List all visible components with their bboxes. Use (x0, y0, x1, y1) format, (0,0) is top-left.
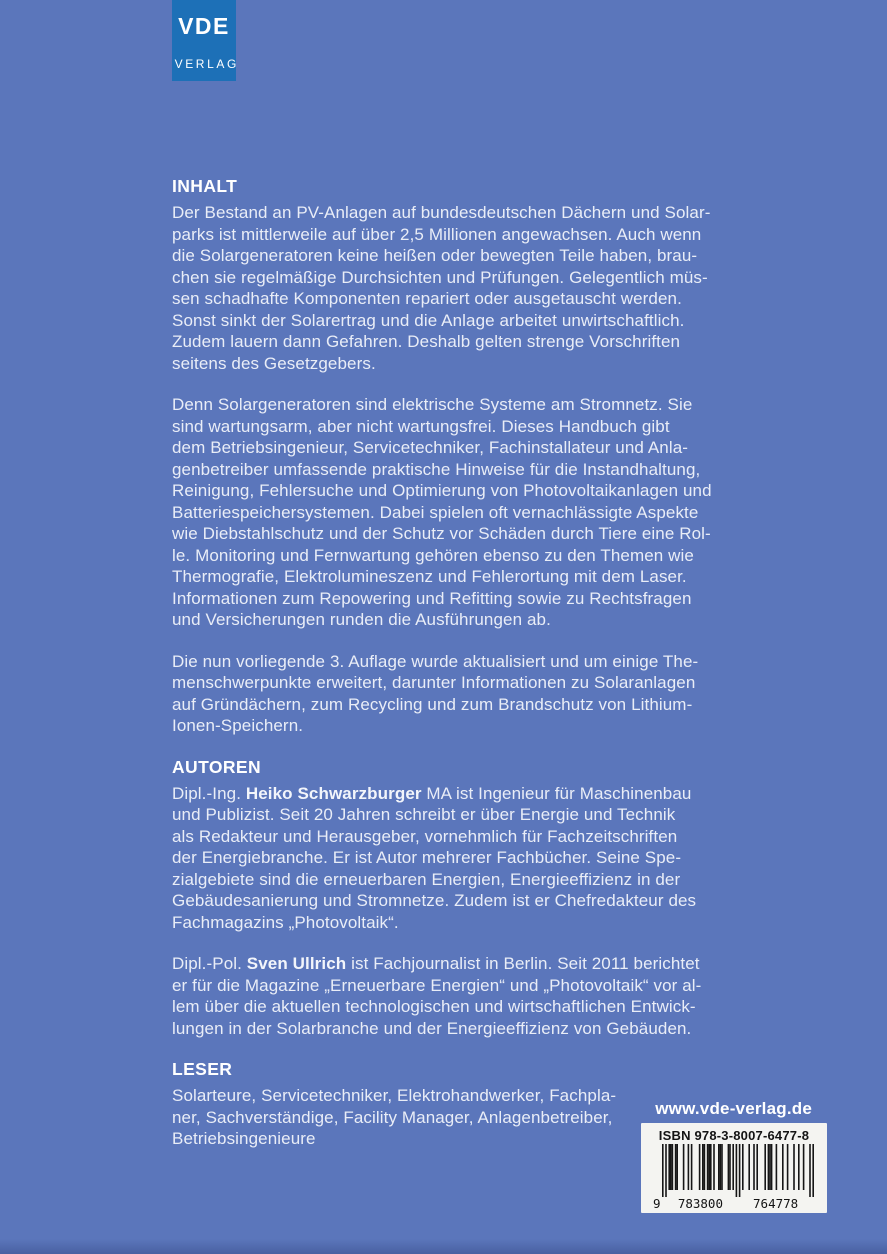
text-line: wie Diebstahlschutz und der Schutz vor Schäden durch Tiere eine Rol- (172, 524, 711, 543)
text-line: lungen in der Solarbranche und der Energieeffizienz von Gebäuden. (172, 1018, 692, 1038)
text-line: Thermografie, Elektrolumineszenz und Fehlerortung mit dem Laser. (172, 567, 687, 586)
text-line: Batteriespeichersystemen. Dabei spielen oft vernachlässigte Aspekte (172, 502, 699, 522)
paragraph (172, 953, 732, 1039)
text-line: zialgebiete sind die erneuerbaren Energien, Energieeffizienz in der (172, 869, 681, 889)
text-line: als Redakteur und Herausgeber, vornehmlich für Fachzeitschriften (172, 826, 678, 846)
text-line: parks ist mittlerweile auf über 2,5 Millionen angewachsen. Auch wenn (172, 224, 702, 244)
cover-text-column (172, 176, 732, 1170)
vde-verlag-logo (172, 0, 239, 81)
section-heading: INHALT (172, 176, 238, 196)
text-line: Fachmagazins „Photovoltaik“. (172, 912, 399, 932)
paragraph (172, 783, 732, 934)
text-line: auf Gründächern, zum Recycling und zum Brandschutz von Lithium- (172, 694, 693, 714)
text-line: Ionen-Speichern. (172, 716, 304, 735)
text-line: seitens des Gesetzgebers. (172, 353, 376, 373)
paragraph (172, 202, 732, 374)
text-line: Die nun vorliegende 3. Auflage wurde aktualisiert und um einige The- (172, 651, 699, 671)
text-line: dem Betriebsingenieur, Servicetechniker, Fachinstallateur und Anla- (172, 438, 689, 457)
text-line: Gebäudesanierung und Stromnetze. Zudem ist er Chefredakteur des (172, 891, 697, 910)
text-line: und Publizist. Seit 20 Jahren schreibt er über Energie und Technik (172, 805, 676, 824)
paragraph (172, 651, 732, 737)
text-line: und Versicherungen runden die Ausführungen ab. (172, 610, 551, 629)
bottom-edge-shadow (0, 1239, 887, 1254)
isbn-label: ISBN 978-3-8007-6477-8 (658, 1128, 810, 1143)
barcode-digits: 783800 (677, 1196, 723, 1211)
text-line: Dipl.-Pol. Sven Ullrich ist Fachjournalist in Berlin. Seit 2011 berichtet (172, 954, 700, 973)
text-line: ner, Sachverständige, Facility Manager, Anlagenbetreiber, (172, 1107, 613, 1127)
section-autoren (172, 757, 732, 1040)
section-heading: LESER (172, 1059, 233, 1079)
text-line: le. Monitoring und Fernwartung gehören ebenso zu den Themen wie (172, 545, 694, 565)
text-line: Solarteure, Servicetechniker, Elektrohandwerker, Fachpla- (172, 1086, 617, 1105)
ean13-barcode (648, 1144, 820, 1211)
text-line: genbetreiber umfassende praktische Hinweise für die Instandhaltung, (172, 459, 701, 479)
text-line: Dipl.-Ing. Heiko Schwarzburger MA ist Ingenieur für Maschinenbau (172, 783, 692, 803)
logo-subtitle-text: VERLAG (174, 57, 239, 71)
text-line: Der Bestand an PV-Anlagen auf bundesdeutschen Dächern und Solar- (172, 203, 711, 222)
section-heading: AUTOREN (172, 756, 262, 777)
paragraph (172, 394, 732, 631)
publisher-website-url: www.vde-verlag.de (655, 1099, 812, 1118)
text-line: Sonst sinkt der Solarertrag und die Anlage arbeitet unwirtschaftlich. (172, 310, 685, 330)
section-inhalt (172, 176, 732, 737)
barcode-digits: 9 (653, 1196, 661, 1211)
text-line: sen schadhafte Komponenten repariert oder ausgetauscht werden. (172, 289, 682, 308)
text-line: die Solargeneratoren keine heißen oder bewegten Teile haben, brau- (172, 246, 698, 265)
barcode-digits: 764778 (753, 1196, 799, 1211)
text-line: menschwerpunkte erweitert, darunter Informationen zu Solaranlagen (172, 673, 696, 692)
text-line: er für die Magazine „Erneuerbare Energien“ und „Photovoltaik“ vor al- (172, 975, 702, 995)
text-line: Informationen zum Repowering und Refitting sowie zu Rechtsfragen (172, 588, 692, 608)
text-line: lem über die aktuellen technologischen und wirtschaftlichen Entwick- (172, 997, 696, 1016)
text-line: Zudem lauern dann Gefahren. Deshalb gelten strenge Vorschriften (172, 332, 681, 351)
isbn-barcode-block (641, 1123, 827, 1213)
logo-brand-text: VDE (178, 13, 230, 39)
text-line: der Energiebranche. Er ist Autor mehrerer Fachbücher. Seine Spe- (172, 848, 682, 867)
text-line: sind wartungsarm, aber nicht wartungsfrei. Dieses Handbuch gibt (172, 416, 670, 436)
text-line: chen sie regelmäßige Durchsichten und Prüfungen. Gelegentlich müs- (172, 267, 708, 287)
text-line: Denn Solargeneratoren sind elektrische Systeme am Stromnetz. Sie (172, 395, 693, 414)
text-line: Betriebsingenieure (172, 1129, 316, 1148)
text-line: Reinigung, Fehlersuche und Optimierung von Photovoltaikanlagen und (172, 481, 712, 500)
